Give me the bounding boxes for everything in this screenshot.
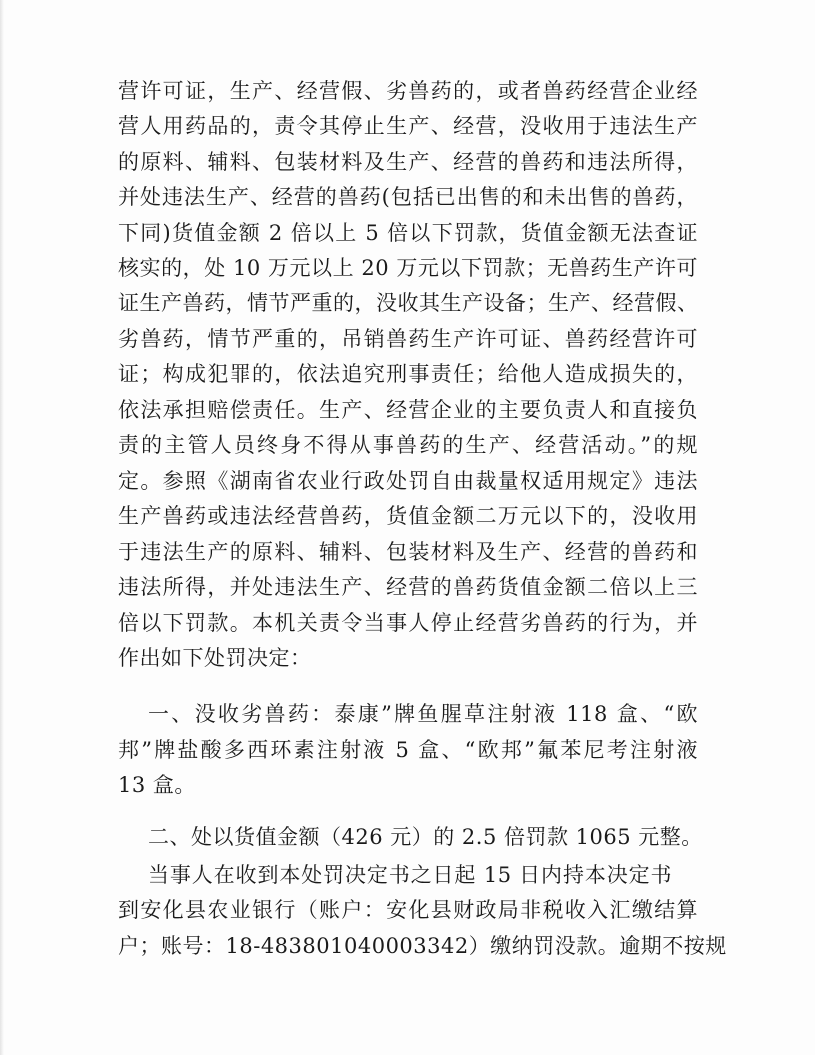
decision-item-2-line: 二、处以货值金额（426 元）的 2.5 倍罚款 1065 元整。	[148, 825, 703, 849]
text-line: 的原料、辅料、包装材料及生产、经营的兽药和违法所得，	[118, 150, 698, 174]
text-line: 营人用药品的，责令其停止生产、经营，没收用于违法生产	[118, 114, 698, 138]
text-line: 定。参照《湖南省农业行政处罚自由裁量权适用规定》违法	[118, 469, 698, 493]
text-line: 证；构成犯罪的，依法追究刑事责任；给他人造成损失的，	[118, 362, 698, 386]
text-line: 违法所得，并处违法生产、经营的兽药货值金额二倍以上三	[118, 575, 698, 599]
text-line: 核实的，处 10 万元以上 20 万元以下罚款；无兽药生产许可	[118, 256, 698, 280]
payment-instruction-line: 到安化县农业银行（账户：安化县财政局非税收入汇缴结算	[118, 898, 698, 922]
text-line: 生产兽药或违法经营兽药，货值金额二万元以下的，没收用	[118, 504, 698, 528]
payment-instruction-line: 户；账号：18-483801040003342）缴纳罚没款。逾期不按规	[118, 934, 727, 958]
text-line: 证生产兽药，情节严重的，没收其生产设备；生产、经营假、	[118, 291, 699, 315]
text-line: 依法承担赔偿责任。生产、经营企业的主要负责人和直接负	[118, 398, 698, 422]
decision-item-1-line: 邦”牌盐酸多西环素注射液 5 盒、“欧邦”氟苯尼考注射液	[118, 738, 698, 762]
decision-item-1-line: 一、没收劣兽药：泰康”牌鱼腥草注射液 118 盒、“欧	[148, 702, 698, 726]
text-line: 并处违法生产、经营的兽药(包括已出售的和未出售的兽药，	[118, 185, 698, 209]
text-line: 下同)货值金额 2 倍以上 5 倍以下罚款，货值金额无法查证	[118, 221, 698, 245]
text-line: 于违法生产的原料、辅料、包装材料及生产、经营的兽药和	[118, 540, 698, 564]
text-line: 作出如下处罚决定：	[118, 646, 312, 670]
scan-edge-shadow	[0, 0, 4, 1055]
text-line: 营许可证，生产、经营假、劣兽药的，或者兽药经营企业经	[118, 79, 698, 103]
text-line: 劣兽药，情节严重的，吊销兽药生产许可证、兽药经营许可	[118, 327, 698, 351]
payment-instruction-line: 当事人在收到本处罚决定书之日起 15 日内持本决定书	[148, 863, 672, 887]
decision-item-1-line: 13 盒。	[118, 773, 196, 797]
text-line: 倍以下罚款。本机关责令当事人停止经营劣兽药的行为，并	[118, 611, 698, 635]
text-line: 责的主管人员终身不得从事兽药的生产、经营活动。”的规	[118, 433, 698, 457]
